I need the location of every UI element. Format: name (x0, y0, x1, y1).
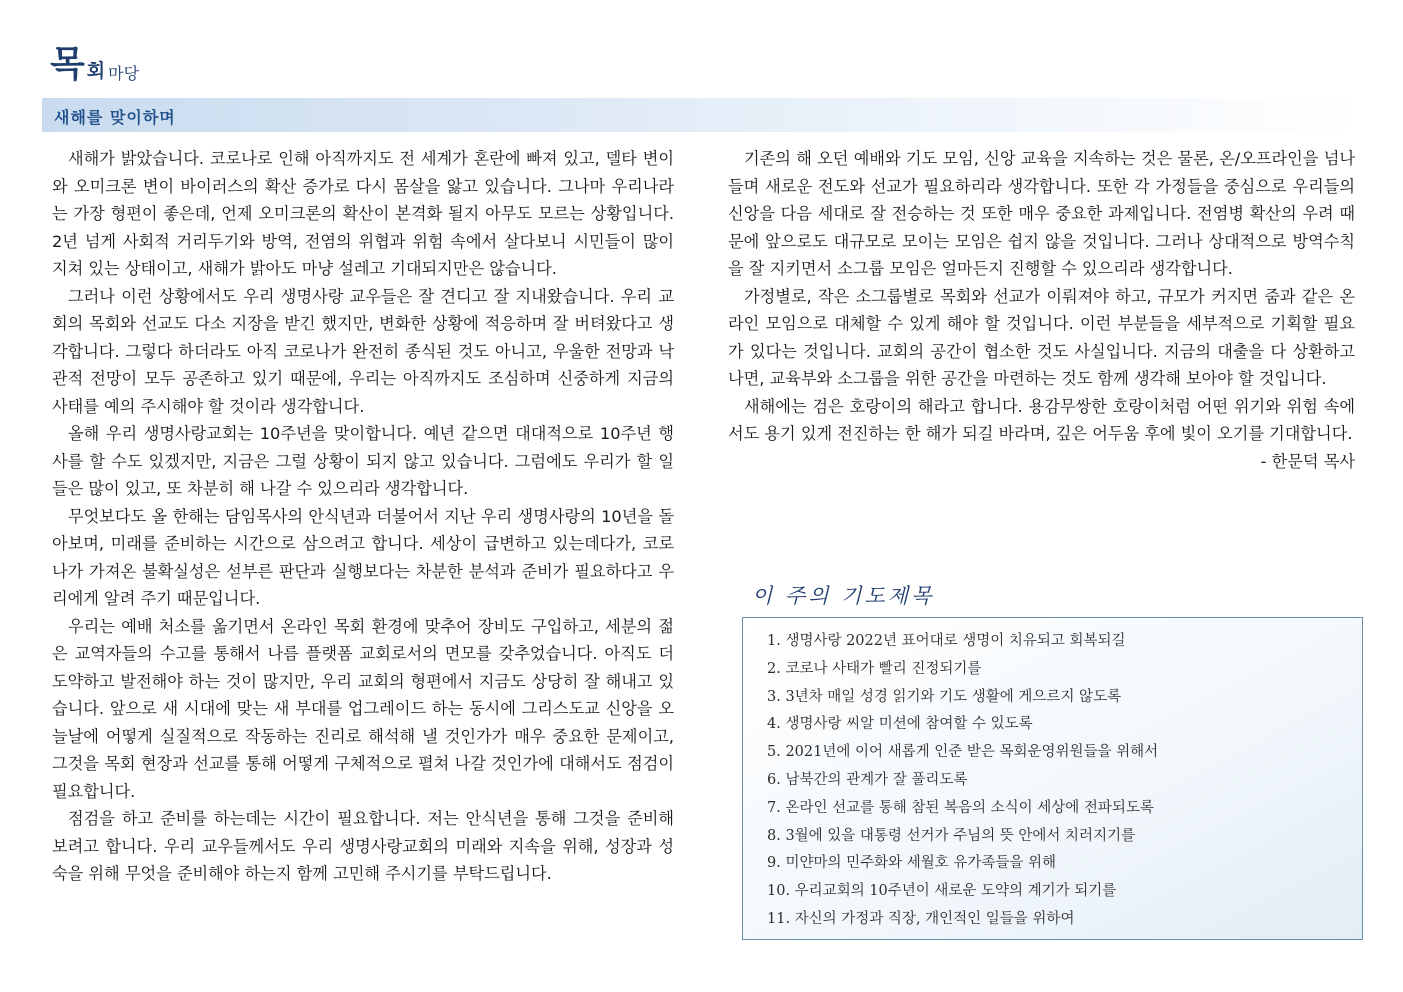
prayer-item: 4. 생명사랑 씨알 미션에 참여할 수 있도록 (767, 716, 1033, 733)
prayer-box (742, 617, 1363, 940)
paragraph: 그러나 이런 상황에서도 우리 생명사랑 교우들은 잘 견디고 잘 지내왔습니다. 우리 교회의 목회와 선교도 다소 지장을 받긴 했지만, 변화한 상황에 적응하며 잘 버텨왔다고 생각합니다. 그렇다 하더라도 아직 코로나가 완전히 종식된 것도 아니고, 우울한 전망과 낙관적 전망이 모두 공존하고 있기 때문에, 우리는 아직까지도 조심하며 신중하게 지금의 사태를 예의 주시해야 할 것이라 생각합니다. (52, 286, 674, 416)
paragraph: 우리는 예배 처소를 옮기면서 온라인 목회 환경에 맞추어 장비도 구입하고, 세분의 젊은 교역자들의 수고를 통해서 나름 플랫폼 교회로서의 면모를 갖추었습니다. 아직도 더 도약하고 발전해야 하는 것이 많지만, 우리 교회의 형편에서 지금도 상당히 잘 해내고 있습니다. 앞으로 새 시대에 맞는 새 부대를 업그레이드 하는 동시에 그리스도교 신앙을 오늘날에 어떻게 실질적으로 작동하는 진리로 해석해 낼 것인가가 매우 중요한 문제이고, 그것을 목회 현장과 선교를 통해 어떻게 구체적으로 펼쳐 나갈 것인가에 대해서도 점검이 필요합니다. (52, 616, 674, 801)
brand-small-text: 마당 (108, 64, 140, 83)
section-brand (50, 43, 140, 85)
paragraph: 새해에는 검은 호랑이의 해라고 합니다. 용감무쌍한 호랑이처럼 어떤 위기와 위험 속에서도 용기 있게 전진하는 한 해가 되길 바라며, 깊은 어두움 후에 빛이 오기를 기대합니다. (728, 396, 1355, 443)
paragraph: 기존의 해 오던 예배와 기도 모임, 신앙 교육을 지속하는 것은 물론, 온/오프라인을 넘나들며 새로운 전도와 선교가 필요하리라 생각합니다. 또한 각 가정들을 중심으로 우리들의 신앙을 다음 세대로 잘 전승하는 것 또한 매우 중요한 과제입니다. 전염병 확산의 우려 때문에 앞으로도 대규모로 모이는 모임은 쉽지 않을 것입니다. 그러나 상대적으로 방역수칙을 잘 지키면서 소그룹 모임은 얼마든지 진행할 수 있으리라 생각합니다. (728, 149, 1355, 278)
prayer-item: 8. 3월에 있을 대통령 선거가 주님의 뜻 안에서 치러지기를 (767, 827, 1136, 844)
paragraph: 가정별로, 작은 소그룹별로 목회와 선교가 이뤄져야 하고, 규모가 커지면 줌과 같은 온라인 모임으로 대체할 수 있게 해야 할 것입니다. 이런 부분들을 세부적으로 기획할 필요가 있다는 것입니다. 교회의 공간이 협소한 것도 사실입니다. 지금의 대출을 다 상환하고 나면, 교육부와 소그룹을 위한 공간을 마련하는 것도 함께 생각해 보아야 할 것입니다. (728, 286, 1355, 388)
paragraph: 무엇보다도 올 한해는 담임목사의 안식년과 더불어서 지난 우리 생명사랑의 10년을 돌아보며, 미래를 준비하는 시간으로 삼으려고 합니다. 세상이 급변하고 있는데다가, 코로나가 가져온 불확실성은 섣부른 판단과 실행보다는 차분한 분석과 준비가 필요하다고 우리에게 알려 주기 때문입니다. (52, 506, 674, 608)
paragraph: 새해가 밝았습니다. 코로나로 인해 아직까지도 전 세계가 혼란에 빠져 있고, 델타 변이와 오미크론 변이 바이러스의 확산 증가로 다시 몸살을 앓고 있습니다. 그나마 우리나라는 가장 형편이 좋은데, 언제 오미크론의 확산이 본격화 될지 아무도 모르는 상황입니다. 2년 넘게 사회적 거리두기와 방역, 전염의 위협과 위험 속에서 살다보니 시민들이 많이 지쳐 있는 상태이고, 새해가 밝아도 마냥 설레고 기대되지만은 않습니다. (52, 149, 674, 278)
prayer-item: 2. 코로나 사태가 빨리 진정되기를 (767, 660, 982, 677)
paragraph: 올해 우리 생명사랑교회는 10주년을 맞이합니다. 예년 같으면 대대적으로 10주년 행사를 할 수도 있겠지만, 지금은 그럴 상황이 되지 않고 있습니다. 그럼에도 우리가 할 일들은 많이 있고, 또 차분히 해 나갈 수 있으리라 생각합니다. (52, 424, 674, 498)
prayer-list (767, 628, 1158, 934)
prayer-item: 5. 2021년에 이어 새롭게 인준 받은 목회운영위원들을 위해서 (767, 744, 1159, 761)
prayer-item: 1. 생명사랑 2022년 표어대로 생명이 치유되고 회복되길 (767, 633, 1126, 649)
prayer-heading: 이 주의 기도제목 (752, 584, 935, 608)
paragraph: 점검을 하고 준비를 하는데는 시간이 필요합니다. 저는 안식년을 통해 그것을 준비해 보려고 합니다. 우리 교우들께서도 우리 생명사랑교회의 미래와 지속을 위해, 성장과 성숙을 위해 무엇을 준비해야 하는지 함께 고민해 주시기를 부탁드립니다. (52, 809, 674, 883)
prayer-item: 10. 우리교회의 10주년이 새로운 도약의 계기가 되기를 (767, 883, 1117, 900)
title-bar (42, 98, 1362, 132)
prayer-item: 9. 미얀마의 민주화와 세월호 유가족들을 위해 (767, 855, 1057, 872)
brand-big-char: 목 (50, 43, 85, 85)
signature: - 한문덕 목사 (1260, 451, 1355, 471)
left-column (52, 145, 674, 888)
prayer-item: 7. 온라인 선교를 통해 참된 복음의 소식이 세상에 전파되도록 (767, 799, 1154, 816)
prayer-item: 6. 남북간의 관계가 잘 풀리도록 (767, 771, 968, 788)
right-column (728, 145, 1355, 475)
prayer-item: 11. 자신의 가정과 직장, 개인적인 일들을 위하여 (767, 910, 1075, 927)
page-title: 새해를 맞이하며 (54, 108, 176, 127)
prayer-item: 3. 3년차 매일 성경 읽기와 기도 생활에 게으르지 않도록 (767, 688, 1122, 705)
brand-mid-char: 회 (86, 60, 106, 82)
